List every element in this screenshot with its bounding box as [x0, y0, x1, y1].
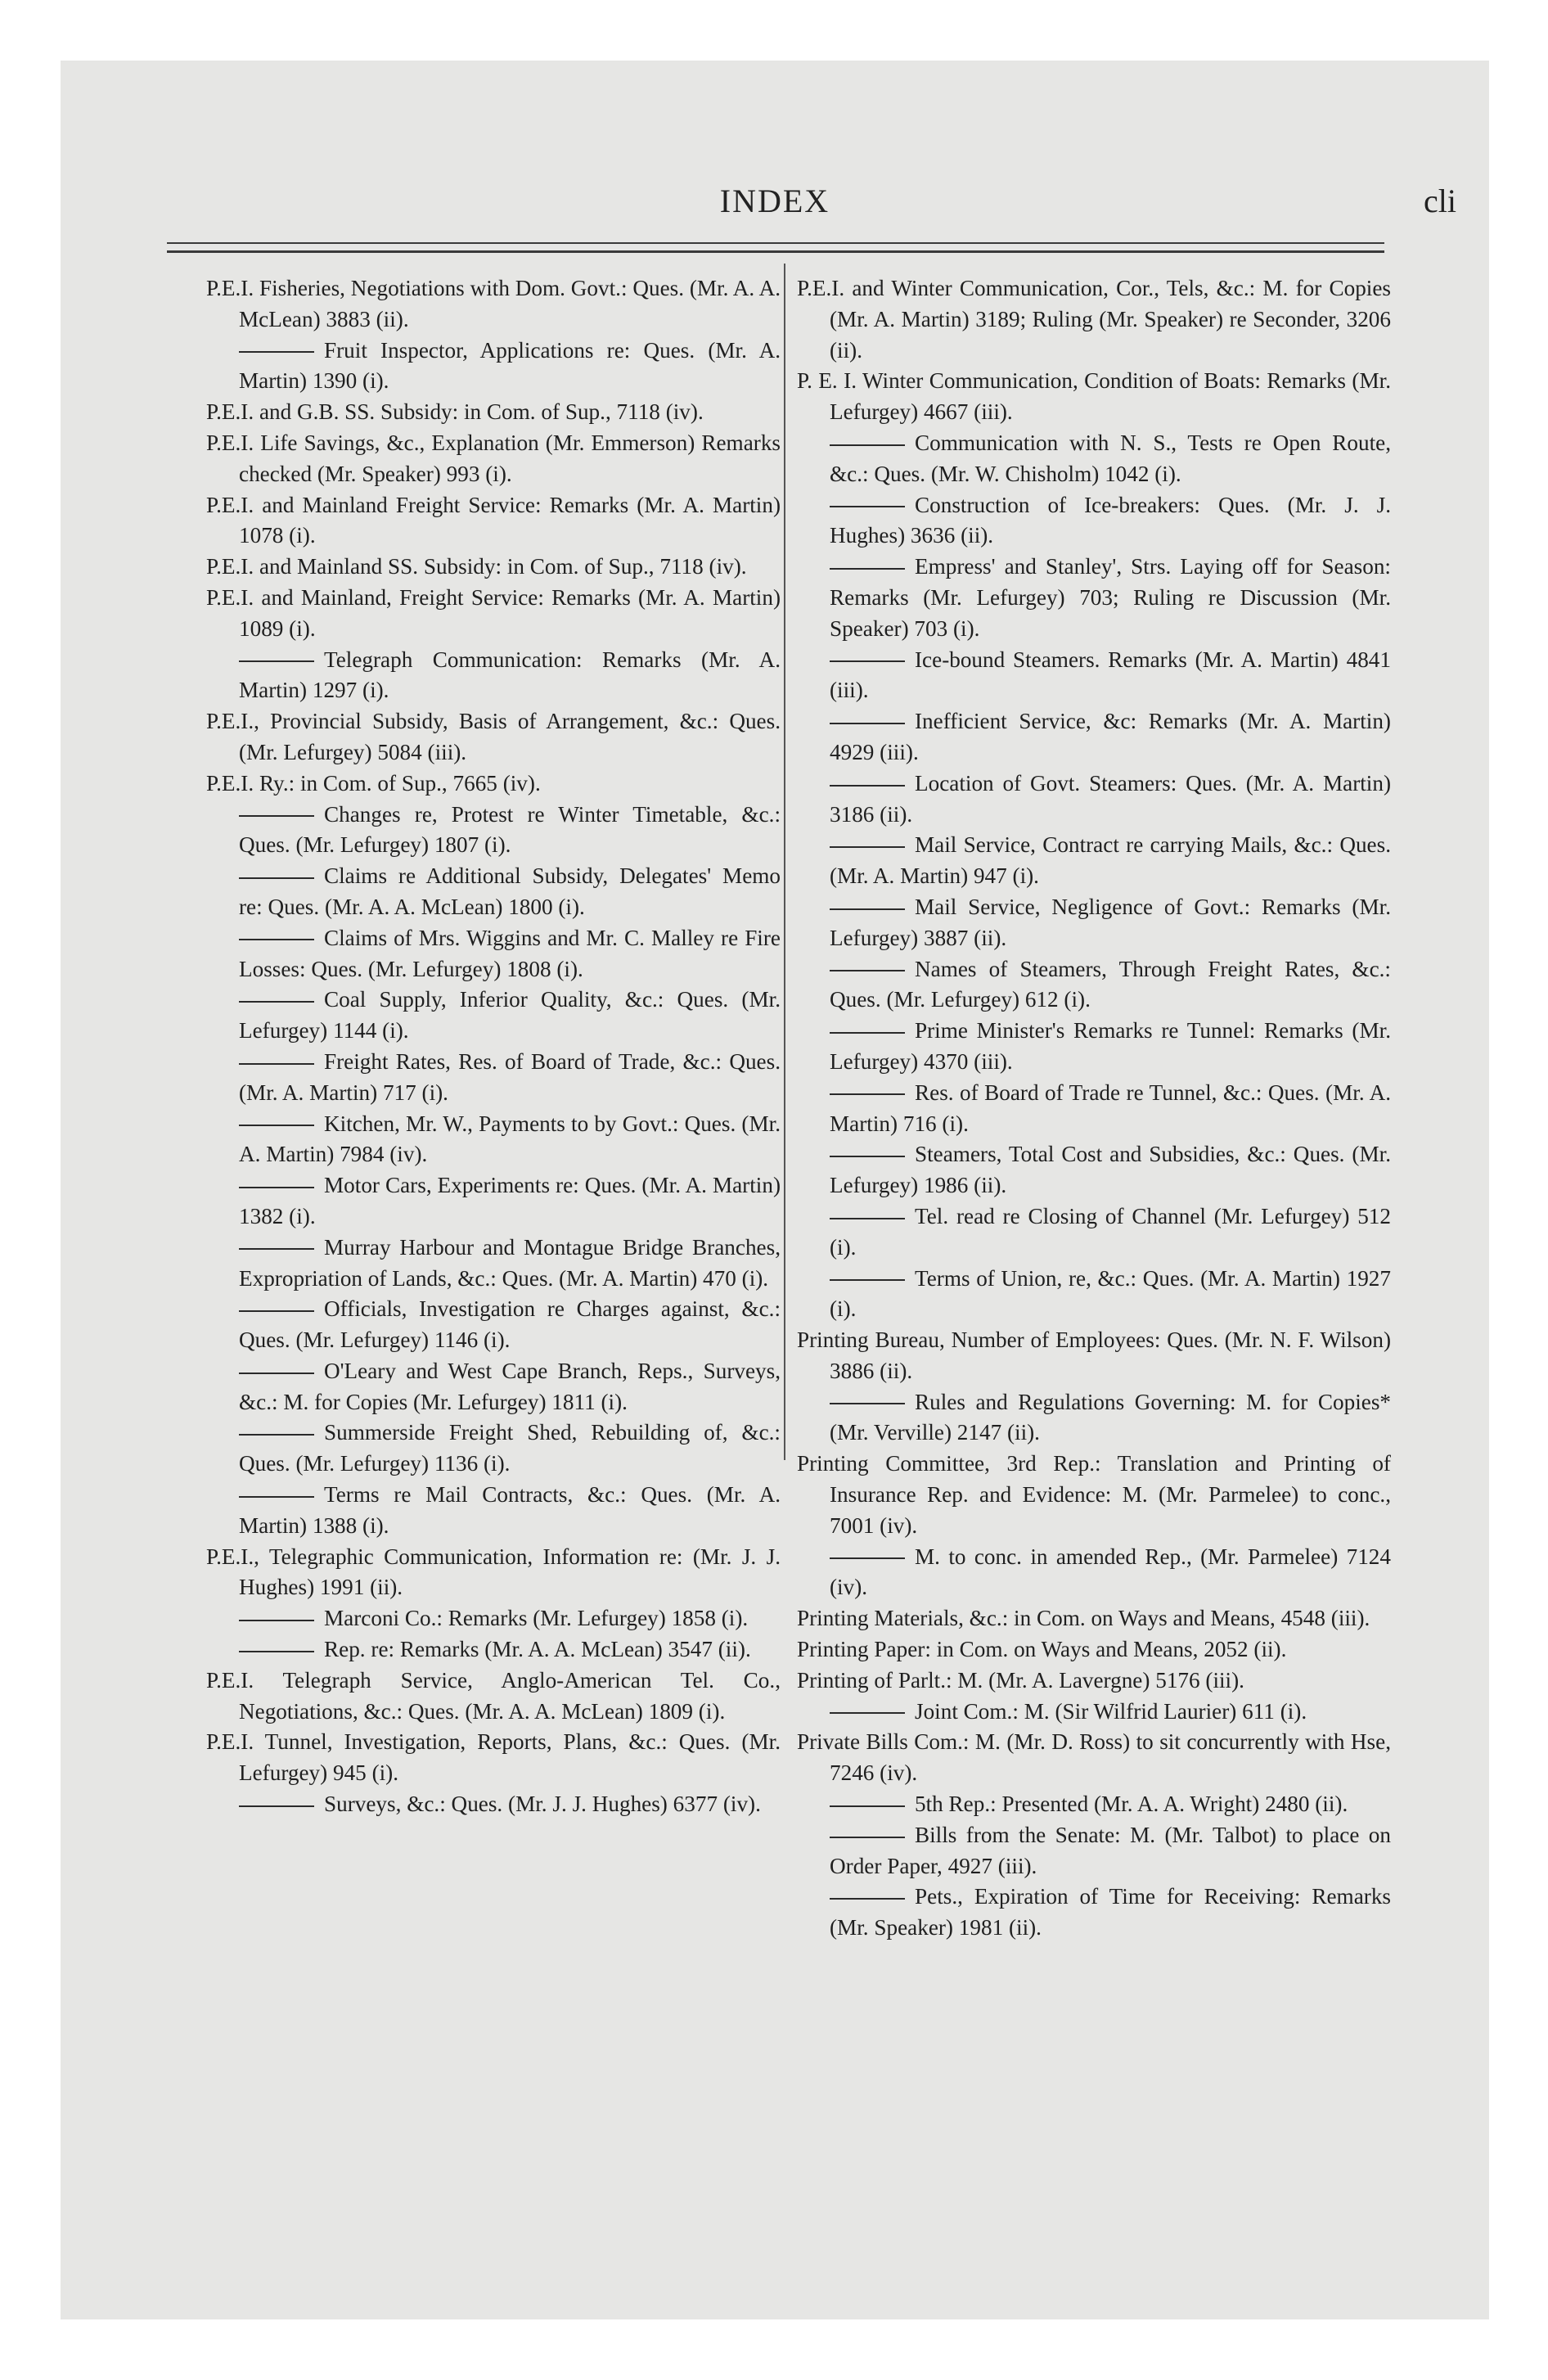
index-entry: [206, 1666, 781, 1728]
index-entry: [797, 1325, 1391, 1387]
index-subentry: [797, 1387, 1391, 1449]
index-subentry: [797, 490, 1391, 552]
entry-text: Steamers, Total Cost and Subsidies, &c.: Ques. (Mr. Lefurgey) 1986 (ii).: [830, 1142, 1391, 1198]
ditto-dash: [239, 1125, 314, 1126]
ditto-dash: [830, 1805, 905, 1807]
entry-text: Claims re Additional Subsidy, Delegates' Memo re: Ques. (Mr. A. A. McLean) 1800 (i).: [239, 863, 781, 919]
index-subentry: [797, 769, 1391, 831]
ditto-dash: [830, 1557, 905, 1559]
entry-text: Empress' and Stanley', Strs. Laying off for Season: Remarks (Mr. Lefurgey) 703; Ruling re Discussion (Mr. Speaker) 703 (i).: [830, 554, 1391, 641]
index-entry: [206, 769, 781, 800]
entry-text: P.E.I. Fisheries, Negotiations with Dom. Govt.: Ques. (Mr. A. A. McLean) 3883 (ii).: [206, 276, 781, 331]
index-entry: [206, 706, 781, 769]
ditto-dash: [830, 723, 905, 724]
ditto-dash: [830, 908, 905, 910]
entry-text: Printing Paper: in Com. on Ways and Means, 2052 (ii).: [797, 1637, 1287, 1662]
entry-text: Ice-bound Steamers. Remarks (Mr. A. Martin) 4841 (iii).: [830, 647, 1391, 703]
entry-text: Terms re Mail Contracts, &c.: Ques. (Mr. A. Martin) 1388 (i).: [239, 1482, 781, 1538]
ditto-dash: [239, 1434, 314, 1436]
entry-text: Joint Com.: M. (Sir Wilfrid Laurier) 611 (i).: [915, 1698, 1307, 1724]
column-divider: [784, 264, 785, 1460]
index-subentry: [206, 923, 781, 985]
index-entry: [797, 1449, 1391, 1541]
entry-text: Kitchen, Mr. W., Payments to by Govt.: Ques. (Mr. A. Martin) 7984 (iv).: [239, 1111, 781, 1167]
entry-text: P. E. I. Winter Communication, Condition of Boats: Remarks (Mr. Lefurgey) 4667 (iii).: [797, 368, 1391, 425]
entry-text: Private Bills Com.: M. (Mr. D. Ross) to sit concurrently with Hse, 7246 (iv).: [797, 1729, 1391, 1786]
index-subentry: [797, 706, 1391, 769]
ditto-dash: [830, 846, 905, 848]
entry-text: Fruit Inspector, Applications re: Ques. (Mr. A. Martin) 1390 (i).: [239, 337, 781, 394]
index-subentry: [797, 1016, 1391, 1078]
index-subentry: [206, 1294, 781, 1356]
entry-text: Inefficient Service, &c: Remarks (Mr. A. Martin) 4929 (iii).: [830, 709, 1391, 764]
entry-text: O'Leary and West Cape Branch, Reps., Surveys, &c.: M. for Copies (Mr. Lefurgey) 1811 (i).: [239, 1358, 781, 1414]
entry-text: Printing Materials, &c.: in Com. on Ways and Means, 4548 (iii).: [797, 1606, 1370, 1631]
entry-text: P.E.I., Telegraphic Communication, Information re: (Mr. J. J. Hughes) 1991 (ii).: [206, 1544, 781, 1600]
index-subentry: [206, 800, 781, 862]
ditto-dash: [239, 1496, 314, 1498]
entry-text: Marconi Co.: Remarks (Mr. Lefurgey) 1858 (i).: [324, 1606, 749, 1631]
ditto-dash: [239, 1187, 314, 1188]
ditto-dash: [239, 1063, 314, 1065]
entry-text: Names of Steamers, Through Freight Rates, &c.: Ques. (Mr. Lefurgey) 612 (i).: [830, 956, 1391, 1012]
ditto-dash: [830, 1032, 905, 1034]
entry-text: Murray Harbour and Montague Bridge Branches, Expropriation of Lands, &c.: Ques. (Mr. A. Martin) 470 (i).: [239, 1234, 781, 1291]
ditto-dash: [830, 444, 905, 446]
entry-text: Rep. re: Remarks (Mr. A. A. McLean) 3547 (ii).: [324, 1637, 751, 1662]
index-subentry: [797, 1139, 1391, 1201]
scanned-page: [61, 61, 1489, 2319]
index-subentry: [206, 1233, 781, 1295]
index-subentry: [206, 985, 781, 1047]
ditto-dash: [239, 351, 314, 353]
ditto-dash: [830, 1837, 905, 1838]
page-number: cli: [1424, 183, 1456, 219]
index-entry: [206, 552, 781, 583]
index-subentry: [797, 830, 1391, 892]
index-entry: [206, 583, 781, 645]
entry-text: Freight Rates, Res. of Board of Trade, &c.: Ques. (Mr. A. Martin) 717 (i).: [239, 1048, 781, 1105]
index-subentry: [797, 1078, 1391, 1140]
ditto-dash: [830, 1218, 905, 1219]
entry-text: Telegraph Communication: Remarks (Mr. A. Martin) 1297 (i).: [239, 647, 781, 703]
entry-text: Summerside Freight Shed, Rebuilding of, &c.: Ques. (Mr. Lefurgey) 1136 (i).: [239, 1420, 781, 1476]
index-entry: [797, 1666, 1391, 1697]
index-subentry: [206, 1170, 781, 1233]
entry-text: Res. of Board of Trade re Tunnel, &c.: Ques. (Mr. A. Martin) 716 (i).: [830, 1080, 1391, 1136]
index-entry: [206, 273, 781, 336]
entry-text: Mail Service, Contract re carrying Mails, &c.: Ques. (Mr. A. Martin) 947 (i).: [830, 832, 1391, 889]
ditto-dash: [830, 785, 905, 787]
index-subentry: [206, 1418, 781, 1480]
page-title: INDEX: [719, 183, 830, 219]
ditto-dash: [239, 1620, 314, 1621]
ditto-dash: [830, 970, 905, 971]
entry-text: Prime Minister's Remarks re Tunnel: Remarks (Mr. Lefurgey) 4370 (iii).: [830, 1018, 1391, 1074]
entry-text: Pets., Expiration of Time for Receiving: Remarks (Mr. Speaker) 1981 (ii).: [830, 1884, 1391, 1941]
index-entry: [797, 1634, 1391, 1666]
entry-text: P.E.I., Provincial Subsidy, Basis of Arrangement, &c.: Ques. (Mr. Lefurgey) 5084 (iii).: [206, 709, 781, 764]
index-entry: [797, 273, 1391, 366]
ditto-dash: [239, 939, 314, 940]
index-subentry: [797, 645, 1391, 707]
index-subentry: [206, 1356, 781, 1418]
ditto-dash: [830, 1712, 905, 1714]
index-subentry: [797, 428, 1391, 490]
entry-text: P.E.I. and Mainland Freight Service: Remarks (Mr. A. Martin) 1078 (i).: [206, 492, 781, 548]
entry-text: Terms of Union, re, &c.: Ques. (Mr. A. Martin) 1927 (i).: [830, 1265, 1391, 1322]
entry-text: Coal Supply, Inferior Quality, &c.: Ques. (Mr. Lefurgey) 1144 (i).: [239, 987, 781, 1044]
entry-text: Bills from the Senate: M. (Mr. Talbot) to place on Order Paper, 4927 (iii).: [830, 1822, 1391, 1878]
index-subentry: [206, 1603, 781, 1634]
entry-text: Printing Committee, 3rd Rep.: Translation and Printing of Insurance Rep. and Evidence: M. (Mr. Parmelee) to conc., 7001 (iv).: [797, 1451, 1391, 1538]
entry-text: P.E.I. and G.B. SS. Subsidy: in Com. of Sup., 7118 (iv).: [206, 399, 704, 425]
entry-text: P.E.I. Ry.: in Com. of Sup., 7665 (iv).: [206, 770, 541, 796]
entry-text: P.E.I. Tunnel, Investigation, Reports, Plans, &c.: Ques. (Mr. Lefurgey) 945 (i).: [206, 1729, 781, 1786]
entry-text: P.E.I. and Mainland SS. Subsidy: in Com. of Sup., 7118 (iv).: [206, 554, 747, 579]
index-entry: [797, 1727, 1391, 1789]
index-subentry: [797, 1201, 1391, 1264]
left-column: [206, 273, 781, 1820]
index-entry: [206, 428, 781, 490]
ditto-dash: [239, 815, 314, 817]
ditto-dash: [239, 660, 314, 662]
index-entry: [206, 1727, 781, 1789]
entry-text: 5th Rep.: Presented (Mr. A. A. Wright) 2480 (ii).: [915, 1792, 1348, 1817]
index-subentry: [206, 336, 781, 398]
index-entry: [206, 490, 781, 552]
ditto-dash: [830, 1093, 905, 1095]
ditto-dash: [830, 1279, 905, 1281]
index-subentry: [797, 954, 1391, 1016]
index-subentry: [797, 1264, 1391, 1326]
ditto-dash: [830, 1898, 905, 1900]
entry-text: P.E.I. Telegraph Service, Anglo-American Tel. Co., Negotiations, &c.: Ques. (Mr. A. A. McLean) 1809 (i).: [206, 1667, 781, 1724]
index-subentry: [797, 552, 1391, 644]
entry-text: Claims of Mrs. Wiggins and Mr. C. Malley re Fire Losses: Ques. (Mr. Lefurgey) 1808 (i).: [239, 925, 781, 981]
index-entry: [206, 397, 781, 428]
index-subentry: [797, 1789, 1391, 1820]
entry-text: Changes re, Protest re Winter Timetable, &c.: Ques. (Mr. Lefurgey) 1807 (i).: [239, 801, 781, 858]
index-subentry: [797, 892, 1391, 954]
entry-text: Officials, Investigation re Charges against, &c.: Ques. (Mr. Lefurgey) 1146 (i).: [239, 1296, 781, 1353]
entry-text: M. to conc. in amended Rep., (Mr. Parmelee) 7124 (iv).: [830, 1544, 1391, 1600]
entry-text: Surveys, &c.: Ques. (Mr. J. J. Hughes) 6377 (iv).: [324, 1792, 761, 1817]
ditto-dash: [830, 660, 905, 662]
index-subentry: [206, 1634, 781, 1666]
index-subentry: [206, 1047, 781, 1109]
ditto-dash: [239, 877, 314, 879]
index-subentry: [797, 1820, 1391, 1882]
ditto-dash: [239, 1651, 314, 1652]
entry-text: Construction of Ice-breakers: Ques. (Mr. J. J. Hughes) 3636 (ii).: [830, 492, 1391, 548]
entry-text: Mail Service, Negligence of Govt.: Remarks (Mr. Lefurgey) 3887 (ii).: [830, 894, 1391, 950]
index-subentry: [206, 645, 781, 707]
ditto-dash: [239, 1373, 314, 1374]
header-rule-double: [167, 250, 1384, 253]
header-rule: [167, 242, 1384, 244]
index-subentry: [797, 1882, 1391, 1944]
entry-text: P.E.I. and Mainland, Freight Service: Remarks (Mr. A. Martin) 1089 (i).: [206, 584, 781, 641]
index-entry: [797, 1603, 1391, 1634]
entry-text: Communication with N. S., Tests re Open Route, &c.: Ques. (Mr. W. Chisholm) 1042 (i).: [830, 430, 1391, 486]
ditto-dash: [239, 1310, 314, 1312]
entry-text: Rules and Regulations Governing: M. for Copies* (Mr. Verville) 2147 (ii).: [830, 1389, 1391, 1445]
entry-text: Printing of Parlt.: M. (Mr. A. Lavergne) 5176 (iii).: [797, 1667, 1244, 1693]
ditto-dash: [830, 1156, 905, 1157]
ditto-dash: [239, 1248, 314, 1250]
index-subentry: [797, 1697, 1391, 1728]
entry-text: Printing Bureau, Number of Employees: Ques. (Mr. N. F. Wilson) 3886 (ii).: [797, 1327, 1391, 1383]
index-entry: [797, 366, 1391, 428]
ditto-dash: [830, 568, 905, 570]
index-subentry: [797, 1542, 1391, 1604]
index-subentry: [206, 1789, 781, 1820]
ditto-dash: [239, 1805, 314, 1807]
entry-text: Location of Govt. Steamers: Ques. (Mr. A. Martin) 3186 (ii).: [830, 770, 1391, 827]
right-column: [797, 273, 1391, 1944]
ditto-dash: [830, 1403, 905, 1404]
entry-text: Tel. read re Closing of Channel (Mr. Lefurgey) 512 (i).: [830, 1203, 1391, 1260]
entry-text: P.E.I. and Winter Communication, Cor., Tels, &c.: M. for Copies (Mr. A. Martin) 3189; Ruling (Mr. Speaker) re Seconder, 3206 (ii).: [797, 276, 1391, 363]
index-subentry: [206, 861, 781, 923]
index-entry: [206, 1542, 781, 1604]
index-subentry: [206, 1480, 781, 1542]
entry-text: P.E.I. Life Savings, &c., Explanation (Mr. Emmerson) Remarks checked (Mr. Speaker) 993 (i).: [206, 430, 781, 486]
index-subentry: [206, 1109, 781, 1171]
ditto-dash: [239, 1001, 314, 1003]
ditto-dash: [830, 506, 905, 507]
entry-text: Motor Cars, Experiments re: Ques. (Mr. A. Martin) 1382 (i).: [239, 1173, 781, 1228]
